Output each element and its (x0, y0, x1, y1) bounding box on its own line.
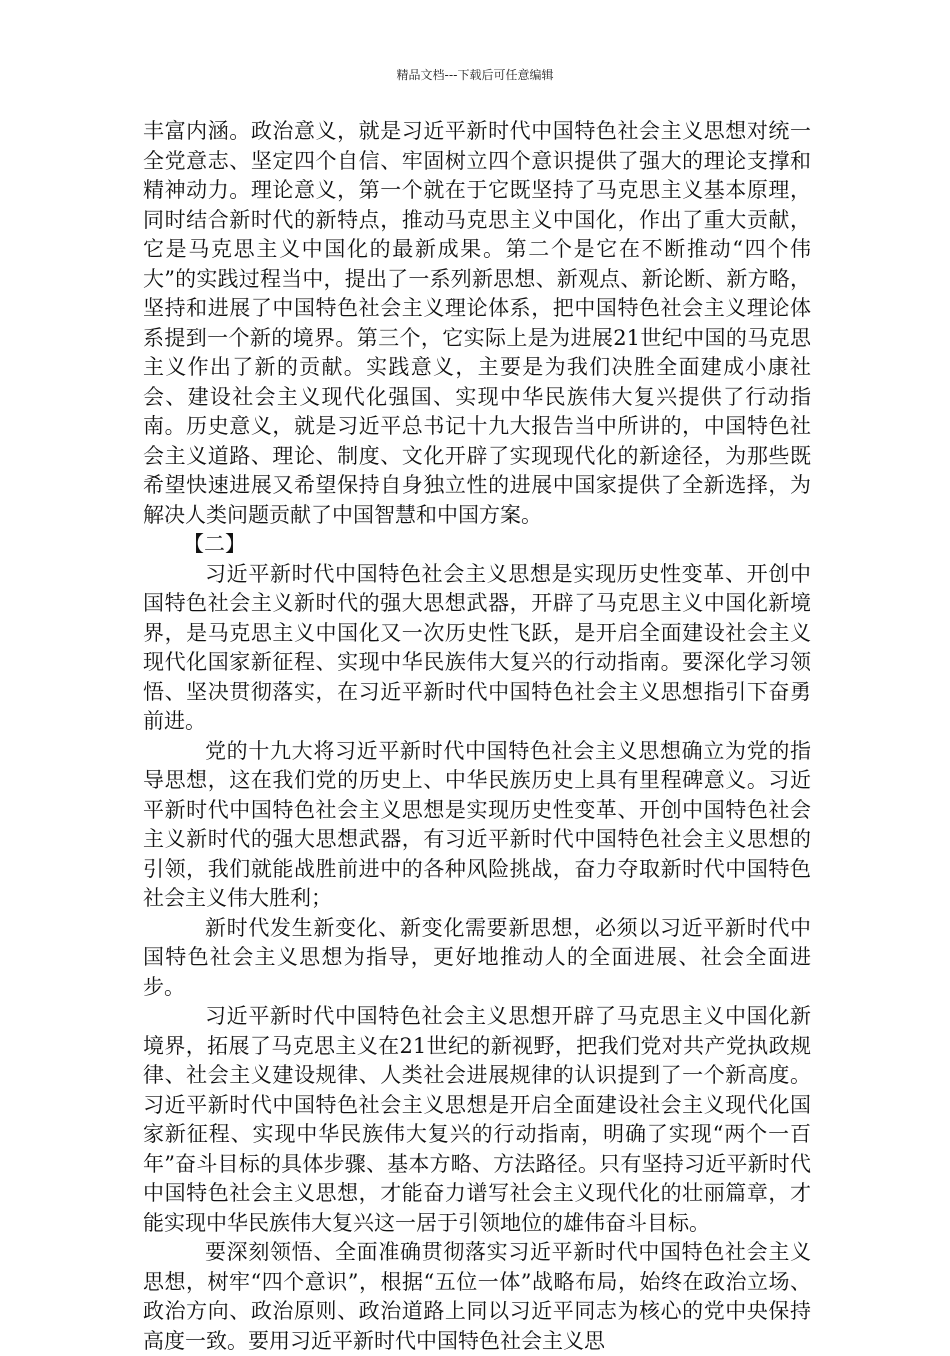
section-heading: 【二】 (183, 532, 246, 556)
paragraph: 习近平新时代中国特色社会主义思想是实现历史性变革、开创中国特色社会主义新时代的强大思想武器，开辟了马克思主义中国化新境界，是马克思主义中国化又一次历史性飞跃，是开启全面建设社会主义现代化国家新征程、实现中华民族伟大复兴的行动指南。要深化学习领悟、坚决贯彻落实，在习近平新时代中国特色社会主义思想指引下奋勇前进。 (143, 561, 811, 733)
paragraph: 要深刻领悟、全面准确贯彻落实习近平新时代中国特色社会主义思想，树牢“四个意识”，根据“五位一体”战略布局，始终在政治立场、政治方向、政治原则、政治道路上同以习近平同志为核心的党中央保持高度一致。要用习近平新时代中国特色社会主义思 (143, 1240, 811, 1353)
paragraph: 党的十九大将习近平新时代中国特色社会主义思想确立为党的指导思想，这在我们党的历史上、中华民族历史上具有里程碑意义。习近平新时代中国特色社会主义思想是实现历史性变革、开创中国特色社会主义新时代的强大思想武器，有习近平新时代中国特色社会主义思想的引领，我们就能战胜前进中的各种风险挑战，奋力夺取新时代中国特色社会主义伟大胜利； (143, 738, 811, 910)
paragraph: 习近平新时代中国特色社会主义思想开辟了马克思主义中国化新境界，拓展了马克思主义在21世纪的新视野，把我们党对共产党执政规律、社会主义建设规律、人类社会进展规律的认识提到了一个新高度。习近平新时代中国特色社会主义思想是开启全面建设社会主义现代化国家新征程、实现中华民族伟大复兴的行动指南，明确了实现“两个一百年”奋斗目标的具体步骤、基本方略、方法路径。只有坚持习近平新时代中国特色社会主义思想，才能奋力谱写社会主义现代化的壮丽篇章，才能实现中华民族伟大复兴这一居于引领地位的雄伟奋斗目标。 (143, 1004, 811, 1235)
paragraph-continued: 丰富内涵。政治意义，就是习近平新时代中国特色社会主义思想对统一全党意志、坚定四个自信、牢固树立四个意识提供了强大的理论支撑和精神动力。理论意义，第一个就在于它既坚持了马克思主义基本原理，同时结合新时代的新特点，推动马克思主义中国化，作出了重大贡献，它是马克思主义中国化的最新成果。第二个是它在不断推动“四个伟大”的实践过程当中，提出了一系列新思想、新观点、新论断、新方略，坚持和进展了中国特色社会主义理论体系，把中国特色社会主义理论体系提到一个新的境界。第三个，它实际上是为进展21世纪中国的马克思主义作出了新的贡献。实践意义，主要是为我们决胜全面建成小康社会、建设社会主义现代化强国、实现中华民族伟大复兴提供了行动指南。历史意义，就是习近平总书记十九大报告当中所讲的，中国特色社会主义道路、理论、制度、文化开辟了实现现代化的新途径，为那些既希望快速进展又希望保持自身独立性的进展中国家提供了全新选择，为解决人类问题贡献了中国智慧和中国方案。 (143, 119, 811, 527)
document-body (143, 117, 811, 1356)
paragraph: 新时代发生新变化、新变化需要新思想，必须以习近平新时代中国特色社会主义思想为指导，更好地推动人的全面进展、社会全面进步。 (143, 915, 811, 999)
page-header: 精品文档---下载后可任意编辑 (396, 68, 554, 82)
